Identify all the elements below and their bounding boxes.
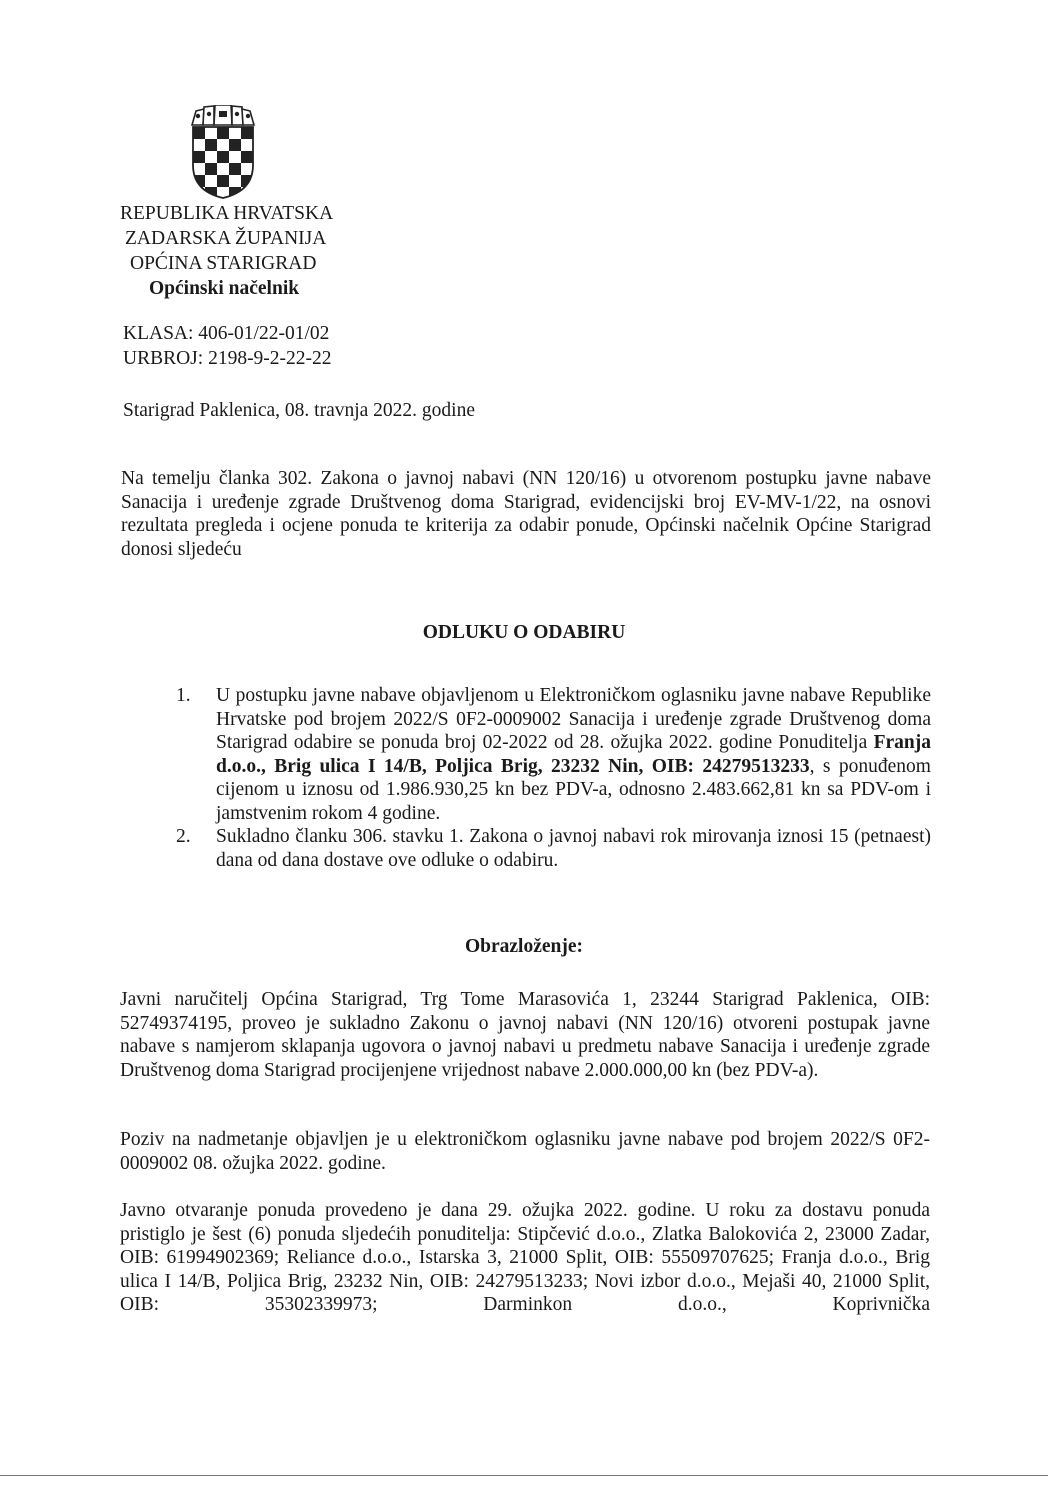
list-item — [176, 825, 931, 872]
list-item-text-end: , s ponuđenom cijenom u iznosu od 1.986.930,25 kn bez PDV-a, odnosno 2.483.662,81 kn sa PDV-om i jamstvenim rokom 4 godine. — [216, 755, 931, 824]
list-item-number: 1. — [176, 685, 191, 706]
list-item-text: Sukladno članku 306. stavku 1. Zakona o javnoj nabavi rok mirovanja iznosi 15 (petnaest) dana od dana dostave ove odluke o odabiru. — [216, 826, 931, 871]
decision-list — [176, 684, 931, 872]
municipality-line: OPĆINA STARIGRAD — [130, 253, 317, 274]
list-item — [176, 684, 931, 825]
explanation-paragraph-2: Poziv na nadmetanje objavljen je u elektroničkom oglasniku javne nabave pod brojem 2022/S 0F2-0009002 08. ožujka 2022. godine. — [120, 1129, 930, 1174]
page-bottom-rule — [0, 1475, 1048, 1476]
klasa-line: KLASA: 406-01/22-01/02 — [123, 323, 330, 344]
office-line: Općinski načelnik — [149, 278, 300, 299]
decision-title: ODLUKU O ODABIRU — [422, 622, 626, 643]
explanation-paragraph-3: Javno otvaranje ponuda provedeno je dana 29. ožujka 2022. godine. U roku za dostavu ponuda pristiglo je šest (6) ponuda sljedećih ponuditelja: Stipčević d.o.o., Zlatka Balokovića 2, 23000 Zadar, OIB: 61994902369; Reliance d.o.o., Istarska 3, 21000 Split, OIB: 55509707625; Franja d.o.o., Brig ulica I 14/B, Poljica Brig, 23232 Nin, OIB: 24279513233; Novi izbor d.o.o., Mejaši 40, 21000 Split, OIB: 35302339973; Darminkon d.o.o., Koprivnička — [120, 1200, 930, 1315]
country-line: REPUBLIKA HRVATSKA — [120, 203, 334, 224]
intro-paragraph: Na temelju članka 302. Zakona o javnoj nabavi (NN 120/16) u otvorenom postupku javne nabave Sanacija i uređenje zgrade Društvenog doma Starigrad, evidencijski broj EV-MV-1/22, na osnovi rezultata pregleda i ocjene ponuda te kriterija za odabir ponude, Općinski načelnik Općine Starigrad donosi sljedeću — [121, 468, 931, 560]
list-item-text: U postupku javne nabave objavljenom u Elektroničkom oglasniku javne nabave Republike Hrvatske pod brojem 2022/S 0F2-0009002 Sanacija i uređenje zgrade Društvenog doma Starigrad odabire se ponuda broj 02-2022 od 28. ožujka 2022. godine Ponuditelja — [216, 685, 931, 753]
reference-numbers — [123, 321, 332, 371]
explanation-heading: Obrazloženje: — [464, 936, 584, 957]
list-item-number: 2. — [176, 826, 191, 847]
explanation-paragraph-1: Javni naručitelj Općina Starigrad, Trg Tome Marasovića 1, 23244 Starigrad Paklenica, OIB: 52749374195, proveo je sukladno Zakonu o javnoj nabavi (NN 120/16) otvoreni postupak javne nabave s namjerom sklapanja ugovora o javnoj nabavi u predmetu nabave Sanacija i uređenje zgrade Društvenog doma Starigrad procijenjene vrijednost nabave 2.000.000,00 kn (bez PDV-a). — [120, 989, 930, 1081]
coat-of-arms-icon — [188, 105, 258, 199]
list-item-bold-text: Franja d.o.o., Brig ulica I 14/B, Poljica Brig, 23232 Nin, OIB: 24279513233 — [216, 732, 931, 777]
issuer-header — [120, 201, 420, 301]
place-date: Starigrad Paklenica, 08. travnja 2022. godine — [123, 400, 475, 421]
urbroj-line: URBROJ: 2198-9-2-22-22 — [123, 348, 332, 369]
county-line: ZADARSKA ŽUPANIJA — [125, 228, 327, 249]
